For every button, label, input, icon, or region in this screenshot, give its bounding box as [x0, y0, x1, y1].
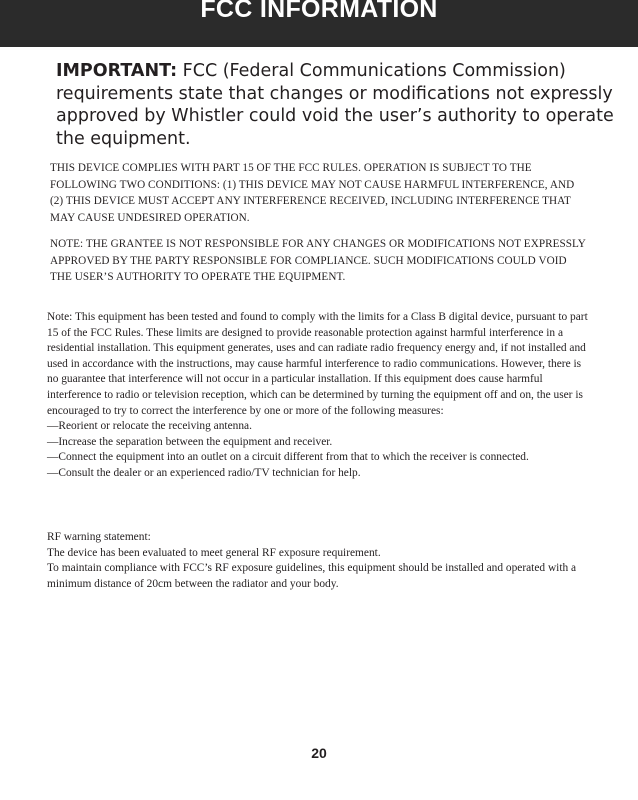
class-b-paragraph: Note: This equipment has been tested and found to comply with the limits for a Class B digital device, pursuant to part 15 of the FCC Rules. These limits are designed to provide reasonable protection against harmful interference in a residential installation. This equipment generates, uses and can radiate radio frequency energy and, if not installed and used in accordance with the instructions, may cause harmful interference to radio communications. However, there is no guarantee that interference will not occur in a particular installation. If this equipment does cause harmful interference to radio or television reception, which can be determined by turning the equipment off and on, the user is encouraged to try to correct the interference by one or more of the following measures:: [47, 311, 588, 417]
important-label: IMPORTANT:: [56, 61, 178, 81]
rf-warning-heading: RF warning statement:: [47, 531, 151, 543]
class-b-note: [47, 310, 595, 482]
rf-warning-line: To maintain compliance with FCC’s RF exposure guidelines, this equipment should be installed and operated with a minimum distance of 20cm between the radiator and your body.: [47, 562, 577, 590]
important-notice: [56, 60, 616, 150]
measure-item: —Reorient or relocate the receiving antenna.: [47, 420, 252, 433]
compliance-statement: THIS DEVICE COMPLIES WITH PART 15 OF THE FCC RULES. OPERATION IS SUBJECT TO THE FOLLOWING TWO CONDITIONS: (1) THIS DEVICE MAY NOT CAUSE HARMFUL INTERFERENCE, AND (2) THIS DEVICE MUST ACCEPT ANY INTERFERENCE RECEIVED, INCLUDING INTERFERENCE THAT MAY CAUSE UNDESIRED OPERATION.: [50, 162, 575, 224]
measure-item: —Consult the dealer or an experienced radio/TV technician for help.: [47, 466, 361, 479]
measures-list: [47, 419, 595, 481]
page-title: FCC INFORMATION: [200, 0, 438, 23]
measure-item: —Increase the separation between the equipment and receiver.: [47, 435, 333, 448]
rf-warning-line: The device has been evaluated to meet general RF exposure requirement.: [47, 546, 381, 559]
measure-item: —Connect the equipment into an outlet on a circuit different from that to which the receiver is connected.: [47, 451, 529, 464]
header-bar: [0, 0, 638, 47]
rf-warning: [47, 530, 595, 592]
grantee-note: NOTE: THE GRANTEE IS NOT RESPONSIBLE FOR ANY CHANGES OR MODIFICATIONS NOT EXPRESSLY APPROVED BY THE PARTY RESPONSIBLE FOR COMPLIANCE. SUCH MODIFICATIONS COULD VOID THE USER’S AUTHORITY TO OPERATE THE EQUIPMENT.: [50, 238, 586, 283]
page-number: 20: [311, 745, 327, 761]
important-text: FCC (Federal Communications Commission) requirements state that changes or modifications not expressly approved by Whistler could void the user’s authority to operate the equipment.: [56, 61, 614, 149]
